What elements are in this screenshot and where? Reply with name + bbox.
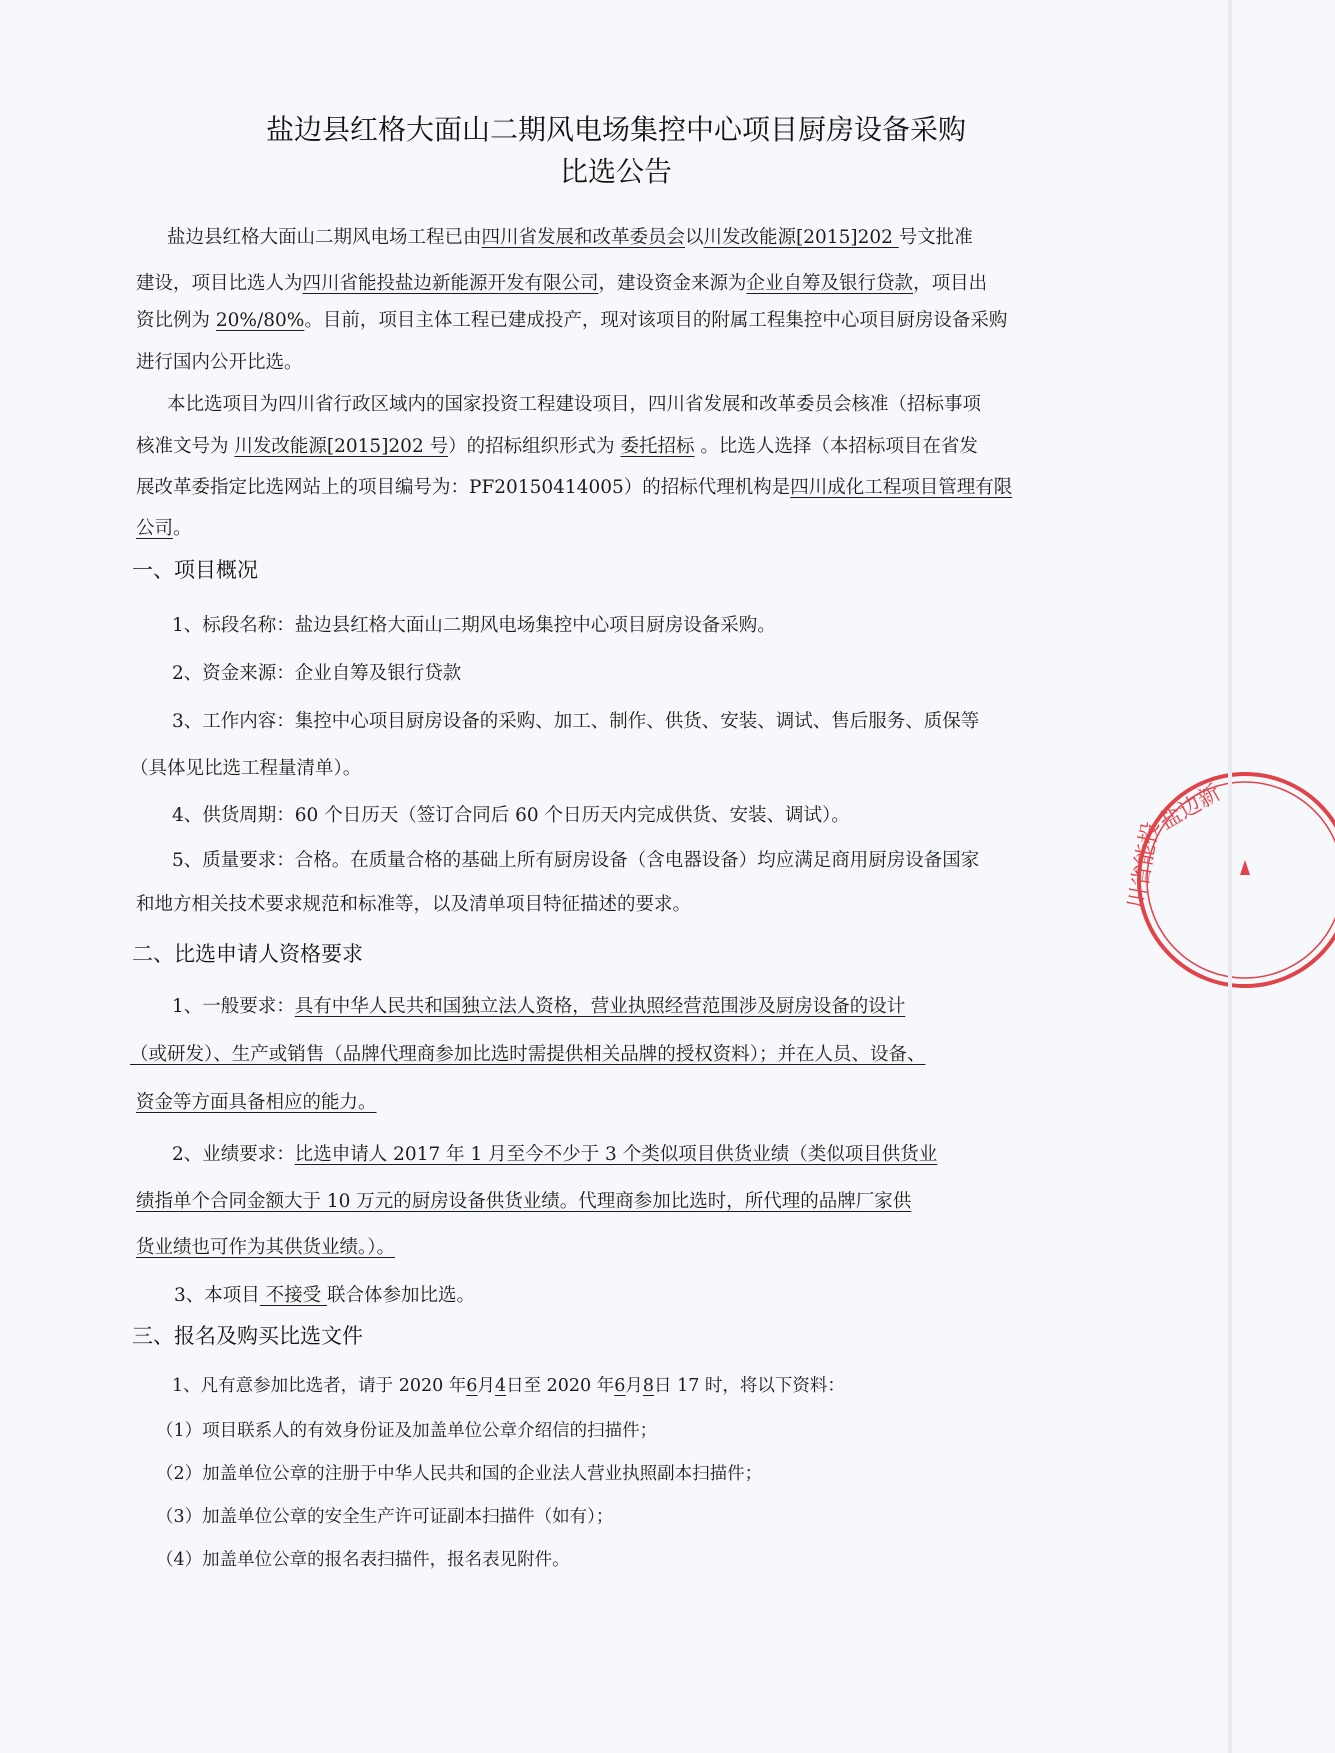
section2-req2-line3: 货业绩也可作为其供货业绩。）。 <box>136 1237 396 1258</box>
agency-name: 四川成化工程项目管理有限 <box>790 477 1013 498</box>
section3-subitem-1: （1）项目联系人的有效身份证及加盖单位公章介绍信的扫描件； <box>156 1421 658 1441</box>
consortium-status: 不接受 <box>259 1285 328 1306</box>
document-title-line1: 盐边县红格大面山二期风电场集控中心项目厨房设备采购 <box>265 113 966 146</box>
intro-p2-line1: 本比选项目为四川省行政区域内的国家投资工程建设项目，四川省发展和改革委员会核准（招标事项 <box>130 394 982 415</box>
section3-heading: 三、报名及购买比选文件 <box>132 1324 363 1348</box>
section1-item-3-cont: （具体见比选工程量清单）。 <box>130 758 362 779</box>
intro-p1-line3: 资比例为 20%/80%。目前，项目主体工程已建成投产，现对该项目的附属工程集控中心项目厨房设备采购 <box>136 310 1008 331</box>
section2-heading: 二、比选申请人资格要求 <box>132 942 363 966</box>
fund-source: 企业自筹及银行贷款 <box>746 273 914 294</box>
section2-req1-line3: 资金等方面具备相应的能力。 <box>136 1092 377 1113</box>
intro-p1-line2: 建设，项目比选人为四川省能投盐边新能源开发有限公司，建设资金来源为企业自筹及银行贷款，项目出 <box>136 273 988 294</box>
approver-name: 四川省发展和改革委员会 <box>481 227 686 248</box>
section1-item-5: 5、质量要求：合格。在质量合格的基础上所有厨房设备（含电器设备）均应满足商用厨房设备国家 <box>172 850 980 871</box>
section2-req2-line1: 2、业绩要求：比选申请人 2017 年 1 月至今不少于 3 个类似项目供货业绩（类似项目供货业 <box>172 1144 938 1165</box>
section3-subitem-3: （3）加盖单位公章的安全生产许可证副本扫描件（如有）； <box>156 1507 614 1527</box>
start-day: 4 <box>494 1376 507 1396</box>
section1-heading: 一、项目概况 <box>132 558 258 582</box>
tender-form: 委托招标 <box>620 436 695 457</box>
intro-p1-line1: 盐边县红格大面山二期风电场工程已由四川省发展和改革委员会以川发改能源[2015]202 号文批准 <box>130 227 973 248</box>
section2-req1-line2: （或研发）、生产或销售（品牌代理商参加比选时需提供相关品牌的授权资料）；并在人员、设备、 <box>130 1044 926 1065</box>
section1-item-5-cont: 和地方相关技术要求规范和标准等，以及清单项目特征描述的要求。 <box>136 894 692 915</box>
document-title-line2: 比选公告 <box>559 155 672 188</box>
intro-p1-line4: 进行国内公开比选。 <box>136 352 303 373</box>
tenderer-name: 四川省能投盐边新能源开发有限公司 <box>302 273 599 294</box>
section2-req1-line1: 1、一般要求：具有中华人民共和国独立法人资格，营业执照经营范围涉及厨房设备的设计 <box>172 996 906 1017</box>
approval-doc-number-2: 川发改能源[2015]202 号 <box>234 436 449 457</box>
approval-doc-number: 川发改能源[2015]202 <box>703 227 899 248</box>
end-month: 6 <box>614 1376 626 1396</box>
intro-p2-line2: 核准文号为 川发改能源[2015]202 号）的招标组织形式为 委托招标 。比选人选择（本招标项目在省发 <box>136 436 978 457</box>
section1-item-1: 1、标段名称：盐边县红格大面山二期风电场集控中心项目厨房设备采购。 <box>172 615 776 636</box>
investment-ratio: 20%/80% <box>215 310 305 331</box>
end-day: 8 <box>642 1376 655 1396</box>
section1-item-4: 4、供货周期：60 个日历天（签订合同后 60 个日历天内完成供货、安装、调试）。 <box>172 805 850 826</box>
svg-text:盐边新: 盐边新 <box>1155 780 1226 836</box>
section3-subitem-4: （4）加盖单位公章的报名表扫描件，报名表见附件。 <box>156 1550 570 1570</box>
page-edge <box>1228 0 1232 1753</box>
section2-req2-line2: 绩指单个合同金额大于 10 万元的厨房设备供货业绩。代理商参加比选时，所代理的品牌厂家供 <box>136 1191 912 1212</box>
section3-subitem-2: （2）加盖单位公章的注册于中华人民共和国的企业法人营业执照副本扫描件； <box>156 1464 763 1484</box>
intro-p2-line4: 公司。 <box>136 518 192 539</box>
section3-item1: 1、凡有意参加比选者，请于 2020 年6月4日至 2020 年6月8日 17 时，将以下资料： <box>172 1376 845 1396</box>
svg-text:川省能投: 川省能投 <box>1124 820 1165 912</box>
intro-p2-line3: 展改革委指定比选网站上的项目编号为：PF20150414005）的招标代理机构是四川成化工程项目管理有限 <box>136 477 1013 498</box>
section2-req3: 3、本项目 不接受 联合体参加比选。 <box>174 1285 476 1306</box>
company-seal-stamp <box>1124 760 1335 1020</box>
start-month: 6 <box>466 1376 478 1396</box>
seal-icon <box>1124 760 1335 1020</box>
section1-item-3: 3、工作内容：集控中心项目厨房设备的采购、加工、制作、供货、安装、调试、售后服务、质保等 <box>172 711 980 732</box>
section1-item-2: 2、资金来源：企业自筹及银行贷款 <box>172 663 462 684</box>
